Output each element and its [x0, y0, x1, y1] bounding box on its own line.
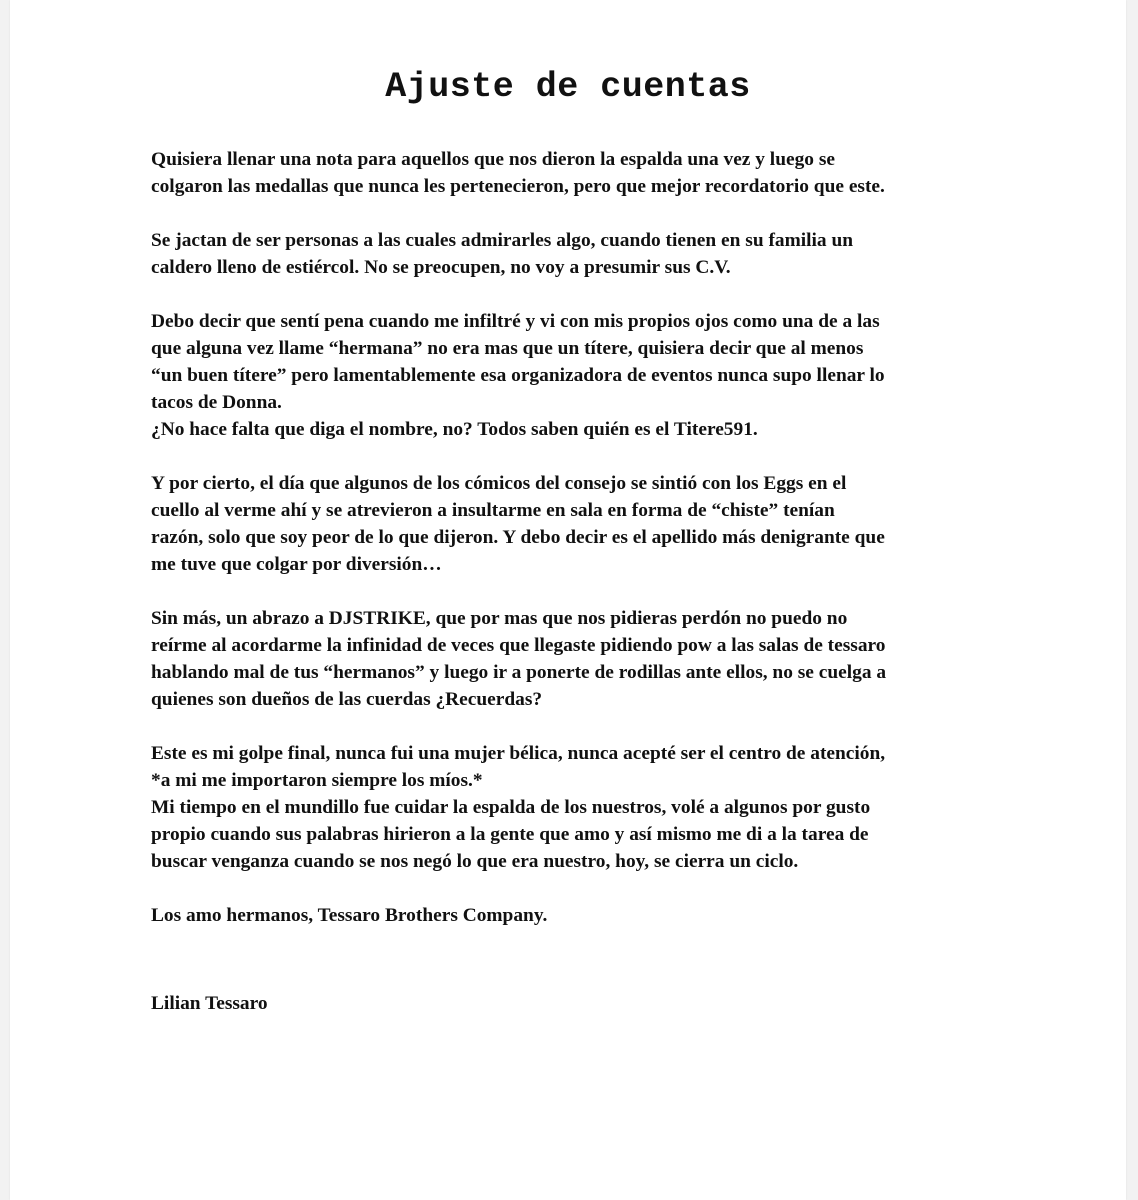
document-body: [151, 146, 991, 956]
text-line: que alguna vez llame “hermana” no era mas que un títere, quisiera decir que al menos: [151, 338, 864, 359]
paragraph-3: [151, 308, 991, 443]
document-page: [10, 0, 1126, 1200]
text-line: razón, solo que soy peor de lo que dijeron. Y debo decir es el apellido más denigrante que: [151, 527, 885, 548]
text-line: propio cuando sus palabras hirieron a la gente que amo y así mismo me di a la tarea de: [151, 824, 869, 845]
text-line: quienes son dueños de las cuerdas ¿Recuerdas?: [151, 689, 543, 710]
text-line: buscar venganza cuando se nos negó lo que era nuestro, hoy, se cierra un ciclo.: [151, 851, 799, 872]
paragraph-4: [151, 470, 991, 578]
signature: Lilian Tessaro: [151, 993, 268, 1014]
text-line: *a mi me importaron siempre los míos.*: [151, 770, 483, 791]
text-line: me tuve que colgar por diversión…: [151, 554, 442, 575]
text-line: Quisiera llenar una nota para aquellos que nos dieron la espalda una vez y luego se: [151, 149, 835, 170]
paragraph-1: [151, 146, 991, 200]
text-line: hablando mal de tus “hermanos” y luego ir a ponerte de rodillas ante ellos, no se cuelga a: [151, 662, 887, 683]
text-line: colgaron las medallas que nunca les pertenecieron, pero que mejor recordatorio que este.: [151, 176, 885, 197]
text-line: reírme al acordarme la infinidad de veces que llegaste pidiendo pow a las salas de tessaro: [151, 635, 886, 656]
text-line: cuello al verme ahí y se atrevieron a insultarme en sala en forma de “chiste” tenían: [151, 500, 835, 521]
text-line: ¿No hace falta que diga el nombre, no? Todos saben quién es el Titere591.: [151, 419, 758, 440]
paragraph-2: [151, 227, 991, 281]
text-line: Los amo hermanos, Tessaro Brothers Company.: [151, 905, 548, 926]
document-title: Ajuste de cuentas: [385, 67, 751, 107]
text-line: Este es mi golpe final, nunca fui una mujer bélica, nunca acepté ser el centro de atención,: [151, 743, 886, 764]
text-line: Se jactan de ser personas a las cuales admirarles algo, cuando tienen en su familia un: [151, 230, 854, 251]
text-line: caldero lleno de estiércol. No se preocupen, no voy a presumir sus C.V.: [151, 257, 731, 278]
text-line: Mi tiempo en el mundillo fue cuidar la espalda de los nuestros, volé a algunos por gusto: [151, 797, 871, 818]
text-line: “un buen títere” pero lamentablemente esa organizadora de eventos nunca supo llenar lo: [151, 365, 885, 386]
paragraph-6: [151, 740, 991, 875]
text-line: tacos de Donna.: [151, 392, 282, 413]
text-line: Y por cierto, el día que algunos de los cómicos del consejo se sintió con los Eggs en el: [151, 473, 847, 494]
text-line: Debo decir que sentí pena cuando me infiltré y vi con mis propios ojos como una de a las: [151, 311, 880, 332]
paragraph-5: [151, 605, 991, 713]
text-line: Sin más, un abrazo a DJSTRIKE, que por mas que nos pidieras perdón no puedo no: [151, 608, 848, 629]
paragraph-7: [151, 902, 991, 929]
